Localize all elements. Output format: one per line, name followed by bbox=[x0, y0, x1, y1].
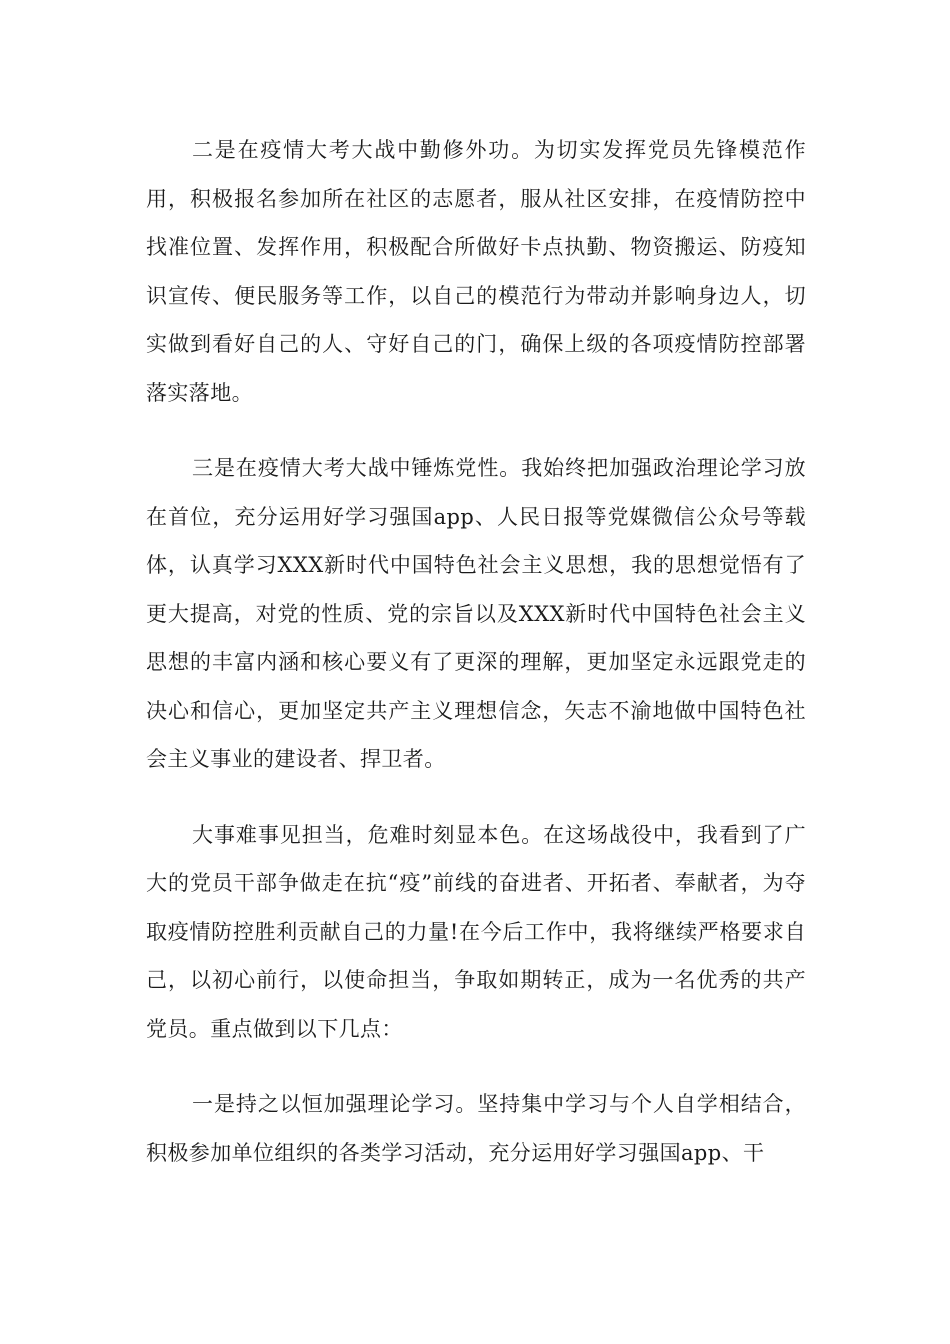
paragraph-theory-study: 一是持之以恒加强理论学习。坚持集中学习与个人自学相结合，积极参加单位组织的各类学习活动，充分运用好学习强国app、干 bbox=[146, 1092, 806, 1165]
paragraph-party-spirit: 三是在疫情大考大战中锤炼党性。我始终把加强政治理论学习放在首位，充分运用好学习强国app、人民日报等党媒微信公众号等载体，认真学习XXX新时代中国特色社会主义思想，我的思想觉悟有了更大提高，对党的性质、党的宗旨以及XXX新时代中国特色社会主义思想的丰富内涵和核心要义有了更深的理解，更加坚定永远跟党走的决心和信心，更加坚定共产主义理想信念，矢志不渝地做中国特色社会主义事业的建设者、捍卫者。 bbox=[146, 456, 806, 771]
paragraph-responsibility: 大事难事见担当，危难时刻显本色。在这场战役中，我看到了广大的党员干部争做走在抗“疫”前线的奋进者、开拓者、奉献者，为夺取疫情防控胜利贡献自己的力量!在今后工作中，我将继续严格要求自己，以初心前行，以使命担当，争取如期转正，成为一名优秀的共产党员。重点做到以下几点： bbox=[146, 822, 806, 1041]
document-body bbox=[146, 126, 806, 1204]
paragraph-epidemic-volunteer-work: 二是在疫情大考大战中勤修外功。为切实发挥党员先锋模范作用，积极报名参加所在社区的志愿者，服从社区安排，在疫情防控中找准位置、发挥作用，积极配合所做好卡点执勤、物资搬运、防疫知识宣传、便民服务等工作，以自己的模范行为带动并影响身边人，切实做到看好自己的人、守好自己的门，确保上级的各项疫情防控部署落实落地。 bbox=[146, 138, 806, 405]
